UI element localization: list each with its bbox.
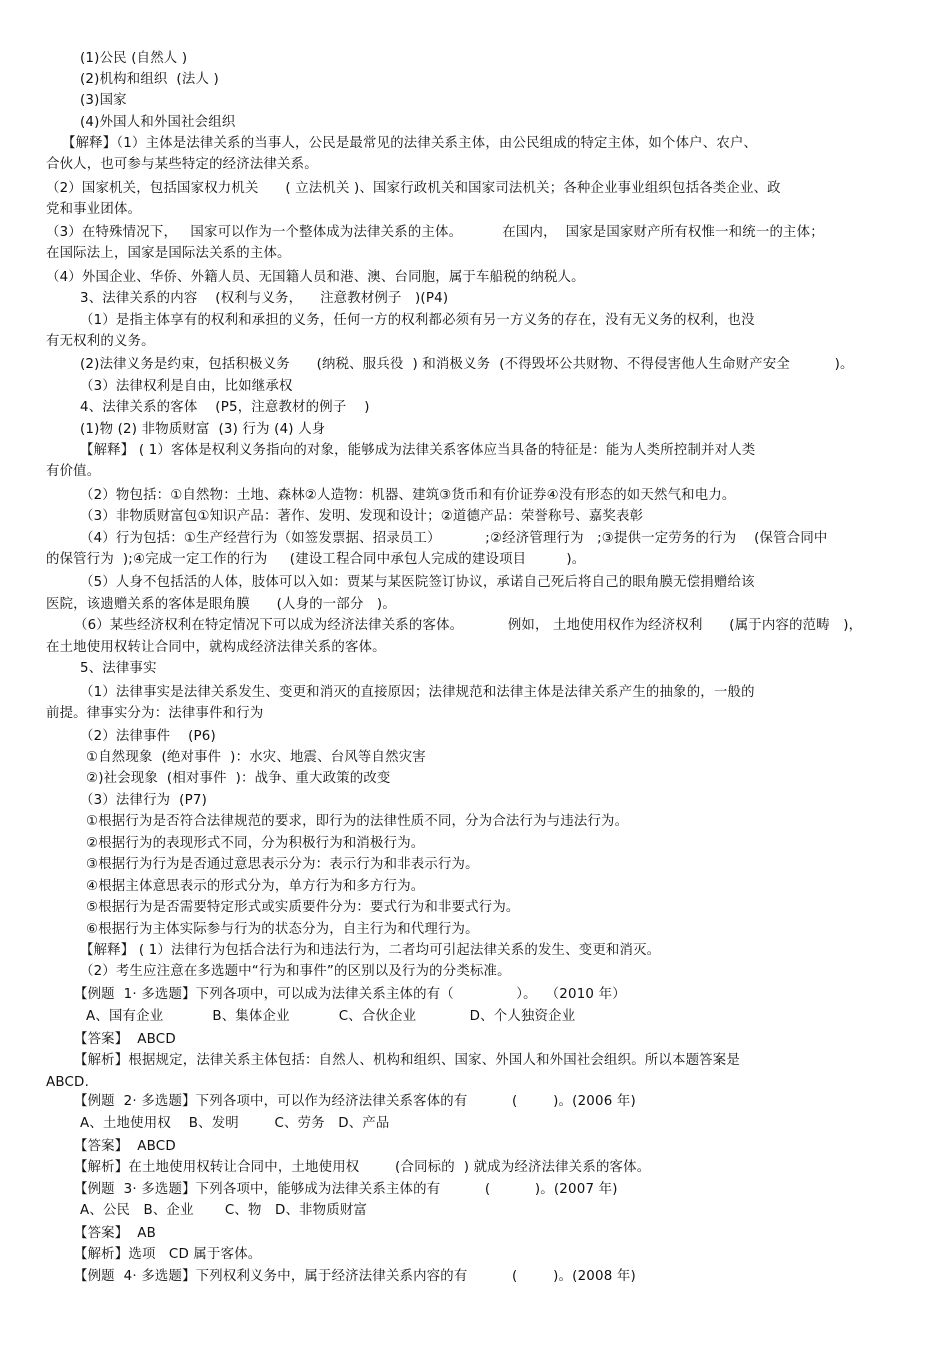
text-line: 【解释】 ( 1）客体是权利义务指向的对象，能够成为法律关系客体应当具备的特征是：能为人类所控制并对人类 xyxy=(80,443,756,458)
text-line: A、公民 B、企业 C、物 D、非物质财富 xyxy=(80,1203,368,1218)
text-line: 【例题 4· 多选题】下列权利义务中，属于经济法律关系内容的有 ( )。(2008 年) xyxy=(74,1269,636,1284)
text-line: 【解析】选项 CD 属于客体。 xyxy=(74,1247,262,1262)
text-line: 医院，该遗赠关系的客体是眼角膜 (人身的一部分 )。 xyxy=(46,597,396,612)
text-line: （1）是指主体享有的权利和承担的义务，任何一方的权利都必须有另一方义务的存在，没有无义务的权利，也没 xyxy=(80,313,755,328)
text-line: 【答案】 ABCD xyxy=(74,1032,176,1047)
text-line: （6）某些经济权利在特定情况下可以成为经济法律关系的客体。 例如， 土地使用权作为经济权利 (属于内容的范畴 )， xyxy=(74,618,863,633)
text-line: 【例题 1· 多选题】下列各项中，可以成为法律关系主体的有（ ）。 （2010 年） xyxy=(74,987,626,1002)
text-line: ③根据行为行为是否通过意思表示分为：表示行为和非表示行为。 xyxy=(86,857,479,872)
text-line: A、土地使用权 B、发明 C、劳务 D、产品 xyxy=(80,1116,390,1131)
text-line: (1)公民 (自然人 ) xyxy=(80,51,188,66)
text-line: (2)法律义务是约束，包括积极义务 (纳税、服兵役 ) 和消极义务 (不得毁坏公共财物、不得侵害他人生命财产安全 )。 xyxy=(80,357,854,372)
text-line: 【解析】根据规定，法律关系主体包括：自然人、机构和组织、国家、外国人和外国社会组织。所以本题答案是 xyxy=(74,1053,740,1068)
text-line: 【答案】 ABCD xyxy=(74,1139,176,1154)
text-line: 【例题 3· 多选题】下列各项中，能够成为法律关系主体的有 ( )。(2007 年) xyxy=(74,1182,618,1197)
text-line: 4、法律关系的客体 (P5，注意教材的例子 ) xyxy=(80,400,370,415)
text-line: （3）在特殊情况下， 国家可以作为一个整体成为法律关系的主体。 在国内， 国家是国家财产所有权惟一和统一的主体； xyxy=(46,225,824,240)
text-line: ②根据行为的表现形式不同，分为积极行为和消极行为。 xyxy=(86,836,425,851)
text-line: （3）法律行为 (P7) xyxy=(80,793,208,808)
text-line: （3）法律权利是自由，比如继承权 xyxy=(80,379,293,394)
text-line: 前提。律事实分为：法律事件和行为 xyxy=(46,706,264,721)
text-line: （4）外国企业、华侨、外籍人员、无国籍人员和港、澳、台同胞，属于车船税的纳税人。 xyxy=(46,270,585,285)
text-line: 【例题 2· 多选题】下列各项中，可以作为经济法律关系客体的有 ( )。(2006 年) xyxy=(74,1094,636,1109)
text-line: 【解析】在土地使用权转让合同中，土地使用权 (合同标的 ) 就成为经济法律关系的客体。 xyxy=(74,1160,651,1175)
text-line: （2）法律事件 (P6) xyxy=(80,729,216,744)
text-line: (1)物 (2) 非物质财富 (3) 行为 (4) 人身 xyxy=(80,422,326,437)
text-line: 合伙人，也可参与某些特定的经济法律关系。 xyxy=(46,157,318,172)
text-line: （2）国家机关，包括国家权力机关 ( 立法机关 )、国家行政机关和国家司法机关；各种企业事业组织包括各类企业、政 xyxy=(46,181,781,196)
text-line: (4)外国人和外国社会组织 xyxy=(80,115,236,130)
text-line: （3）非物质财富包①知识产品：著作、发明、发现和设计；②道德产品：荣誉称号、嘉奖表彰 xyxy=(80,509,644,524)
text-line: ①自然现象 (绝对事件 )：水灾、地震、台风等自然灾害 xyxy=(86,750,426,765)
text-line: （2）物包括：①自然物：土地、森林②人造物：机器、建筑③货币和有价证券④没有形态的如天然气和电力。 xyxy=(80,488,736,503)
text-line: ABCD. xyxy=(46,1075,90,1090)
text-line: 【解释】（1）主体是法律关系的当事人，公民是最常见的法律关系主体，由公民组成的特定主体，如个体户、农户、 xyxy=(62,136,758,151)
text-line: ⑥根据行为主体实际参与行为的状态分为，自主行为和代理行为。 xyxy=(86,922,479,937)
text-line: ④根据主体意思表示的形式分为，单方行为和多方行为。 xyxy=(86,879,425,894)
text-line: A、国有企业 B、集体企业 C、合伙企业 D、个人独资企业 xyxy=(86,1009,576,1024)
text-line: 3、法律关系的内容 (权利与义务， 注意教材例子 )(P4) xyxy=(80,291,449,306)
text-line: 5、法律事实 xyxy=(80,661,157,676)
text-line: 有价值。 xyxy=(46,464,101,479)
text-line: 在土地使用权转让合同中，就构成经济法律关系的客体。 xyxy=(46,640,386,655)
text-line: (3)国家 xyxy=(80,93,127,108)
text-line: （1）法律事实是法律关系发生、变更和消灭的直接原因；法律规范和法律主体是法律关系产生的抽象的，一般的 xyxy=(80,685,755,700)
text-line: 【解释】 ( 1）法律行为包括合法行为和违法行为，二者均可引起法律关系的发生、变更和消灭。 xyxy=(80,943,661,958)
text-line: 的保管行为 );④完成一定工作的行为 (建设工程合同中承包人完成的建设项目 )。 xyxy=(46,552,586,567)
text-line: 【答案】 AB xyxy=(74,1226,157,1241)
text-line: 党和事业团体。 xyxy=(46,202,142,217)
text-line: ①根据行为是否符合法律规范的要求，即行为的法律性质不同，分为合法行为与违法行为。 xyxy=(86,814,629,829)
text-line: (2)机构和组织 (法人 ) xyxy=(80,72,219,87)
text-line: （4）行为包括：①生产经营行为（如签发票据、招录员工） ;②经济管理行为 ;③提供一定劳务的行为 (保管合同中 xyxy=(80,531,828,546)
text-line: ②)社会现象 (相对事件 )：战争、重大政策的改变 xyxy=(86,771,391,786)
text-line: （2）考生应注意在多选题中“行为和事件”的区别以及行为的分类标准。 xyxy=(80,964,511,979)
text-line: （5）人身不包括活的人体，肢体可以入如：贾某与某医院签订协议，承诺自己死后将自己的眼角膜无偿捐赠给该 xyxy=(80,575,755,590)
text-line: 有无权利的义务。 xyxy=(46,334,155,349)
text-line: 在国际法上，国家是国际法关系的主体。 xyxy=(46,246,291,261)
text-line: ⑤根据行为是否需要特定形式或实质要件分为：要式行为和非要式行为。 xyxy=(86,900,520,915)
